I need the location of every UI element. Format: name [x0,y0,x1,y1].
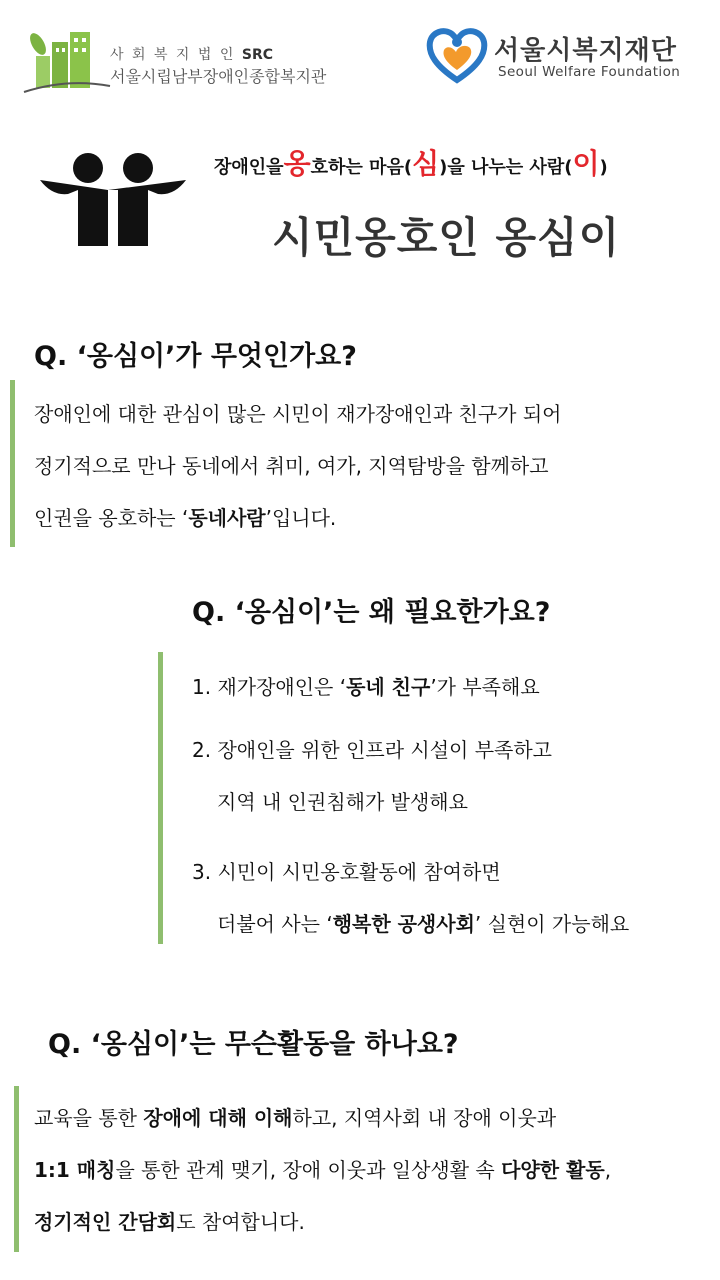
reason-item-2: 2. 장애인을 위한 인프라 시설이 부족하고 지역 내 인권침해가 발생해요 [192,738,552,814]
section3-line2: 1:1 매칭을 통한 관계 맺기, 장애 이웃과 일상생활 속 다양한 활동, [34,1158,612,1182]
org-name: 서울시립남부장애인종합복지관 [110,67,327,86]
foundation-english-name: Seoul Welfare Foundation [498,64,681,80]
section3-question: Q. ‘옹심이’는 무슨활동을 하나요? [48,1029,459,1060]
section3-body [34,1092,611,1248]
org-prefix: 사 회 복 지 법 인 SRC [110,47,273,63]
section1-question: Q. ‘옹심이’가 무엇인가요? [34,341,357,372]
section1-line1: 장애인에 대한 관심이 많은 시민이 재가장애인과 친구가 되어 [34,402,562,426]
seoul-heart-logo-icon [426,26,488,84]
reason-item-3: 3. 시민이 시민옹호활동에 참여하면 더불어 사는 ‘행복한 공생사회’ 실현이 가능해요 [192,860,630,936]
section3-line1: 교육을 통한 장애에 대해 이해하고, 지역사회 내 장애 이웃과 [34,1106,557,1130]
section1-line2: 정기적으로 만나 동네에서 취미, 여가, 지역탐방을 함께하고 [34,454,549,478]
page-title: 시민옹호인 옹심이 [272,213,621,262]
foundation-name: 서울시복지재단 [494,36,677,66]
section1-body [34,388,562,544]
two-people-hug-icon [38,150,188,250]
section1-accent-bar [10,380,15,547]
section3-accent-bar [14,1086,19,1252]
section2-accent-bar [158,652,163,944]
section1-line3: 인권을 옹호하는 ‘동네사람’입니다. [34,506,337,530]
tagline: 장애인을옹호하는 마음(심)을 나누는 사람(이) [214,147,608,180]
section3-line3: 정기적인 간담회도 참여합니다. [34,1210,305,1234]
reason-item-1: 1. 재가장애인은 ‘동네 친구’가 부족해요 [192,675,540,699]
src-building-logo-icon [22,28,112,98]
section2-question: Q. ‘옹심이’는 왜 필요한가요? [192,597,551,628]
